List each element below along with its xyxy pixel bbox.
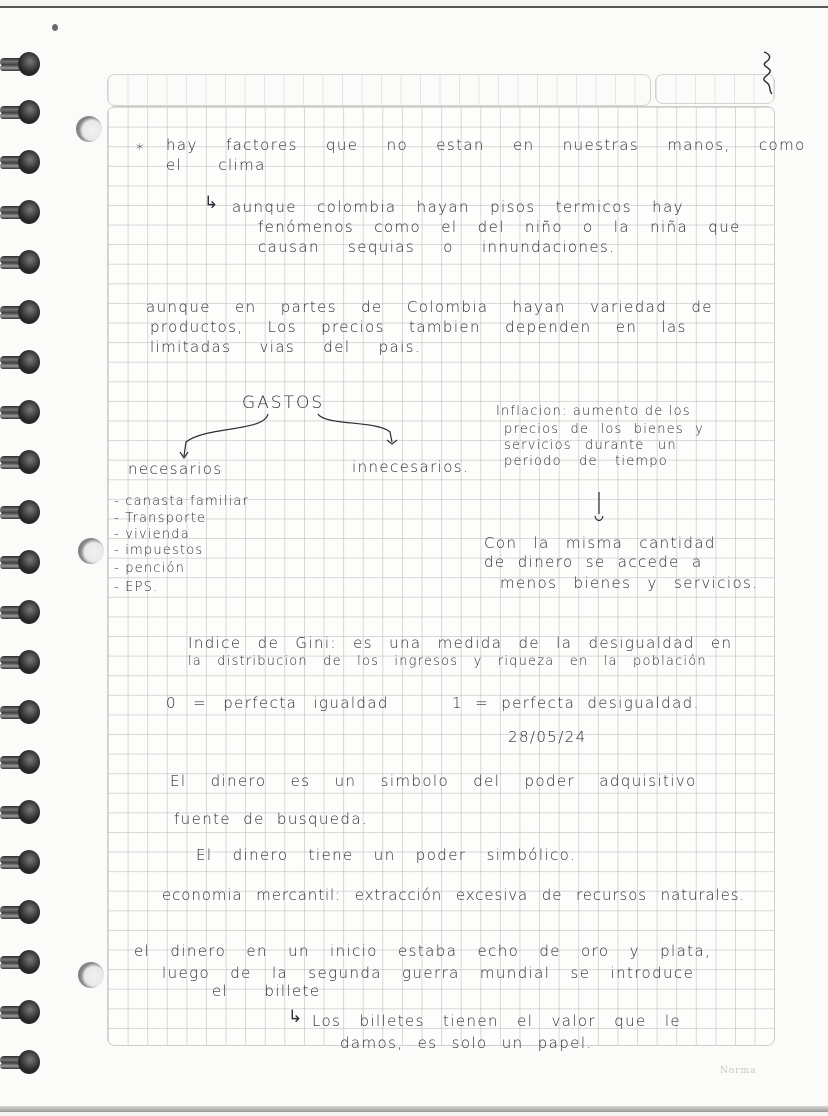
note-factores-sub3: causan sequias o innundaciones. (258, 238, 616, 256)
notebook-page (0, 6, 828, 1112)
inflacion-line3: servicios durante un (504, 438, 677, 453)
note-precios-line2: productos, Los precios tambien dependen en las (150, 318, 687, 336)
gastos-left-branch: necesarios (128, 460, 223, 478)
note-precios-line3: limitadas vias del pais. (150, 338, 422, 356)
dinero-line3: El dinero tiene un poder simbólico. (196, 846, 577, 864)
spiral-ring (0, 498, 40, 524)
gastos-right-branch: innecesarios. (352, 458, 470, 476)
spiral-ring (0, 348, 40, 374)
spiral-ring (0, 848, 40, 874)
gini-line1: Indice de Gini: es una medida de la desigualdad en (188, 634, 733, 652)
spiral-ring (0, 148, 40, 174)
inflacion-line1: Inflacion: aumento de los (496, 404, 691, 419)
gastos-item: - vivienda (114, 527, 190, 542)
historia-line1: el dinero en un inicio estaba echo de oro y plata, (134, 942, 712, 960)
spiral-ring (0, 998, 40, 1024)
inflacion-line2: precios de los bienes y (504, 422, 705, 437)
dinero-line4: economia mercantil: extracción excesiva de recursos naturales. (162, 886, 746, 904)
spiral-ring (0, 1048, 40, 1074)
gastos-item: - pención (114, 561, 186, 576)
spiral-ring (0, 698, 40, 724)
note-precios-line1: aunque en partes de Colombia hayan variedad de (146, 298, 713, 316)
gastos-item: - Transporte (114, 511, 207, 526)
gini-one: 1 = perfecta desigualdad. (452, 694, 700, 712)
spiral-ring (0, 648, 40, 674)
spiral-ring (0, 298, 40, 324)
inflacion-line4: periodo de tiempo (504, 454, 668, 469)
gini-line2: la distribucion de los ingresos y riqueza en la población (188, 654, 707, 669)
historia-line2: luego de la segunda guerra mundial se introduce (162, 964, 695, 982)
notebook-brand-logo: Norma (720, 1066, 757, 1076)
spiral-ring (0, 748, 40, 774)
spiral-ring (0, 448, 40, 474)
punch-hole (78, 538, 104, 564)
header-title-box (107, 74, 651, 106)
header-date-box (655, 74, 775, 104)
gastos-branch-arrows (176, 412, 416, 462)
ink-dot (52, 24, 58, 31)
spiral-ring (0, 598, 40, 624)
historia-sub1: Los billetes tienen el valor que le (312, 1012, 682, 1030)
gastos-item: - EPS. (114, 580, 159, 595)
spiral-ring (0, 548, 40, 574)
spiral-ring (0, 798, 40, 824)
historia-sub2: damos, es solo un papel. (340, 1034, 593, 1052)
spiral-ring (0, 98, 40, 124)
spiral-ring (0, 248, 40, 274)
inflacion-result-line2: de dinero se accede a (484, 553, 703, 571)
inflacion-result-line1: Con la misma cantidad (484, 534, 716, 552)
punch-hole (78, 962, 104, 988)
gastos-title: GASTOS (242, 393, 325, 413)
inflacion-result-line3: menos bienes y servicios. (500, 574, 759, 592)
gastos-item: - canasta familiar (114, 494, 250, 509)
sub-arrow-icon: ↳ (288, 1007, 305, 1027)
inflacion-down-arrow (590, 490, 610, 530)
spiral-ring (0, 398, 40, 424)
note-factores-sub2: fenómenos como el del niño o la niña que (258, 218, 741, 236)
bullet-star: * (136, 140, 145, 158)
historia-line3: el billete (212, 982, 321, 1000)
note-date: 28/05/24 (508, 728, 587, 746)
spiral-ring (0, 948, 40, 974)
note-factores-sub1: aunque colombia hayan pisos termicos hay (232, 198, 684, 216)
note-factores-line1: hay factores que no estan en nuestras manos, como (166, 136, 806, 154)
corner-squiggle-mark (758, 48, 778, 98)
page-bottom-edge (0, 1106, 828, 1112)
spiral-ring (0, 898, 40, 924)
dinero-line1: El dinero es un simbolo del poder adquisitivo (170, 772, 697, 790)
sub-arrow-icon: ↳ (204, 193, 221, 213)
spiral-ring (0, 198, 40, 224)
gastos-item: - impuestos (114, 543, 204, 558)
spiral-ring (0, 50, 40, 76)
punch-hole (76, 116, 102, 142)
spiral-binding (0, 36, 40, 1116)
note-factores-line2: el clima (166, 156, 266, 174)
dinero-line2: fuente de busqueda. (174, 810, 369, 828)
gini-zero: 0 = perfecta igualdad (166, 694, 389, 712)
